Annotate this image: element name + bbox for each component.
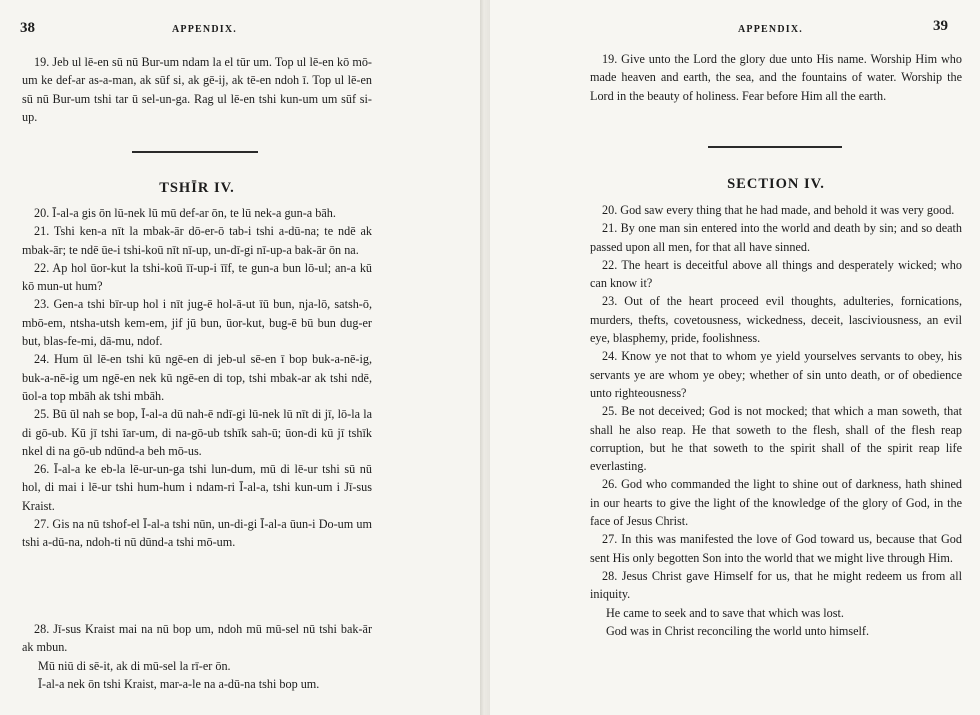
verse: 28. Jī-sus Kraist mai na nū bop um, ndoh mū mū-sel nū tshi bak-ār ak mbun. (22, 622, 372, 655)
verse: 22. Ap hol ūor-kut la tshi-koū īī-up-i īīf, te gun-a bun lō-ul; an-a kū kō mun-ut hum? (22, 260, 373, 294)
right-page (490, 0, 980, 715)
verse-block-top (590, 50, 962, 105)
verse: 24. Hum ūl lē-en tshi kū ngē-en di jeb-ul sē-en ī bop buk-a-nē-ig, buk-a-nē-ig um ngē-en nek kū ngē-en di top, tshi mbak-ar ak tshi ndē, ūol-a top mbāh ak tshi mbāh. (22, 352, 372, 403)
verse: 22. The heart is deceitful above all things and desperately wicked; who can know it? (590, 257, 962, 291)
book-gutter (480, 0, 490, 715)
verse: 27. In this was manifested the love of God toward us, because that God sent His only begotten Son into the world that we might live through Him. (590, 532, 962, 565)
verse: 21. Tshi ken-a nīt la mbak-ār dō-er-ō tab-i tshi a-dū-na; te ndē ak mbak-ār; te ndē ūe-i tshi-koū nīt nī-up, un-dī-gi nī-up-a bak-ār ōn na. (22, 224, 372, 257)
verse: 26. God who commanded the light to shine out of darkness, hath shined in our hearts to give the light of the knowledge of the glory of God, in the face of Jesus Christ. (590, 477, 963, 529)
section-heading: SECTION IV. (727, 176, 825, 192)
page-number: 39 (933, 18, 948, 34)
verse: 25. Bū ūl nah se bop, Ī-al-a dū nah-ē ndī-gi lū-nek lū nīt di jī, lō-la la di gō-ub. Kū jī tshi īar-um, di na-gō-ub tshīk sah-ū; ūon-di kū jī tshīk nkel di na gō-ub ndūnd-a beh mō-us. (22, 407, 373, 458)
section-heading: TSHĪR IV. (159, 180, 235, 196)
running-head: APPENDIX. (172, 24, 237, 35)
continuation-line: He came to seek and to save that which was lost. (606, 605, 844, 620)
verse-block-top (22, 53, 372, 126)
verse: 23. Gen-a tshi bīr-up hol i nīt jug-ē hol-ā-ut īū bun, nja-lō, satsh-ō, mbō-em, ntsha-utsh kem-em, jif jū bun, ūor-kut, bug-ē bū bun dug-er but, blas-fe-mi, dā-mu, ndof. (22, 297, 372, 349)
verse: 21. By one man sin entered into the world and death by sin; and so death passed upon all men, for that all have sinned. (590, 221, 963, 254)
verse-block-main (22, 204, 372, 552)
running-head: APPENDIX. (738, 24, 803, 35)
continuation-line: Mū niū di sē-it, ak di mū-sel la rī-er ōn. (38, 658, 231, 673)
verse-block-final (22, 620, 372, 693)
verse: 25. Be not deceived; God is not mocked; that which a man soweth, that shall he also reap. He that soweth to the flesh, shall of the flesh reap corruption, but he that soweth to the spirit shall of the spirit reap life everlasting. (590, 404, 962, 474)
page-number: 38 (20, 20, 35, 36)
section-rule (132, 151, 258, 153)
verse: 20. God saw every thing that he had made, and behold it was very good. (602, 203, 955, 217)
verse: 28. Jesus Christ gave Himself for us, that he might redeem us from all iniquity. (590, 568, 962, 602)
verse: 19. Jeb ul lē-en sū nū Bur-um ndam la el tūr um. Top ul lē-en kō mō-um ke def-ar as-a-man, ak sūf si, ak gē-ij, ak tē-en ndoh ī. Top ul lē-en sū nū Bur-um tshi tar ū sel-un-ga. Rag ul lē-en tshi kun-um um sūf si-up. (22, 55, 372, 124)
verse: 27. Gis na nū tshof-el Ī-al-a tshi nūn, un-di-gi Ī-al-a ūun-i Do-um um tshi a-dū-na, ndoh-ti nū dūnd-a tshi mō-um. (22, 517, 373, 550)
continuation-line: God was in Christ reconciling the world unto himself. (606, 623, 870, 638)
verse: 23. Out of the heart proceed evil thoughts, adulteries, fornications, murders, thefts, covetousness, wickedness, deceit, lasciviousness, an evil eye, blasphemy, pride, foolishness. (590, 294, 962, 346)
verse: 26. Ī-al-a ke eb-la lē-ur-un-ga tshi lun-dum, mū di lē-ur tshi sū nū hol, di mai i lē-ur tshi hum-hum i ndam-ri Ī-al-a, tshi kun-um i Jī-sus Kraist. (22, 462, 372, 513)
left-page (0, 0, 480, 715)
continuation-line: Ī-al-a nek ōn tshi Kraist, mar-a-le na a-dū-na tshi bop um. (38, 676, 320, 691)
verse: 24. Know ye not that to whom ye yield yourselves servants to obey, his servants ye are whom ye obey; whether of sin unto death, or of obedience unto righteousness? (590, 349, 963, 400)
verse: 20. Ī-al-a gis ōn lū-nek lū mū def-ar ōn, te lū nek-a gun-a bāh. (34, 206, 336, 220)
section-rule (708, 146, 842, 148)
verse-block-main (590, 201, 962, 640)
verse: 19. Give unto the Lord the glory due unto His name. Worship Him who made heaven and earth, the sea, and the fountains of water. Worship the Lord in the beauty of holiness. Fear before Him all the earth. (590, 52, 962, 103)
